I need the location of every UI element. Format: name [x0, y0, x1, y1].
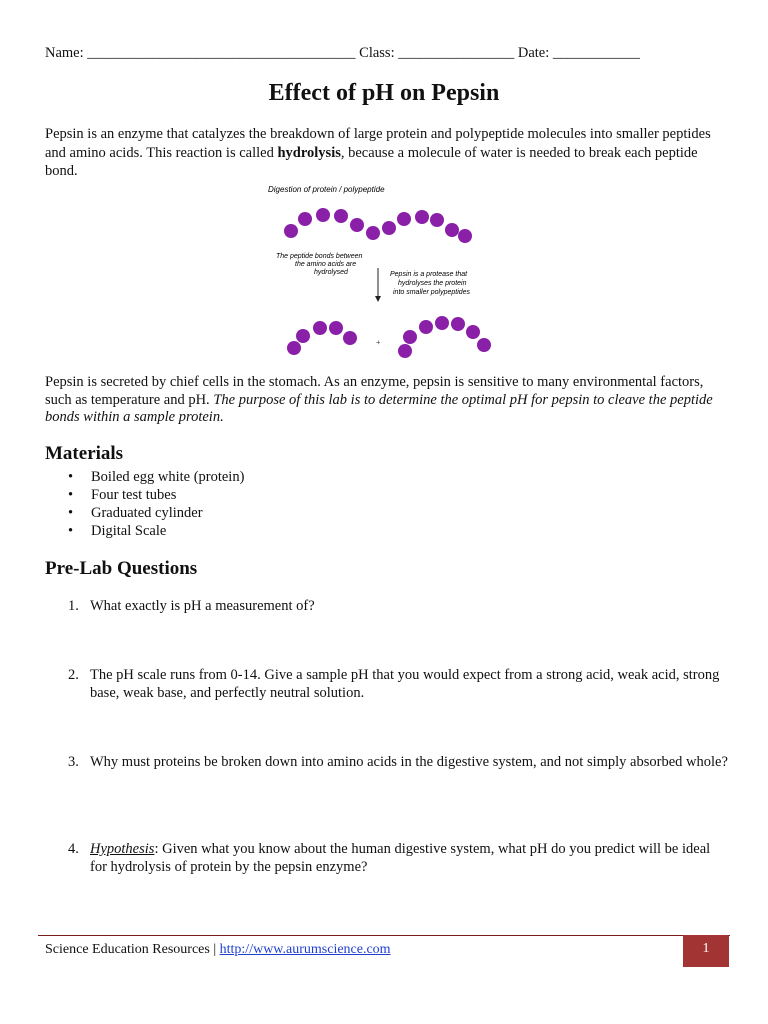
bullet: •: [68, 469, 74, 485]
footer: [45, 942, 391, 958]
amino-acid-bead: [435, 316, 449, 330]
amino-acid-bead: [398, 344, 412, 358]
amino-acid-bead: [397, 212, 411, 226]
amino-acid-bead: [350, 218, 364, 232]
intact-polypeptide-chain: [284, 208, 472, 243]
left-note-line-1: The peptide bonds between: [276, 253, 363, 260]
plus-sign: +: [376, 338, 381, 347]
amino-acid-bead: [403, 330, 417, 344]
amino-acid-bead: [419, 320, 433, 334]
amino-acid-bead: [430, 213, 444, 227]
question-text: What exactly is pH a measurement of?: [90, 598, 315, 614]
page-title: Effect of pH on Pepsin: [268, 80, 500, 106]
date-field[interactable]: ____________: [552, 45, 640, 61]
class-label: Class:: [359, 45, 395, 61]
question-2: [68, 666, 728, 702]
question-4: [68, 840, 728, 876]
amino-acid-bead: [458, 229, 472, 243]
bullet: •: [68, 487, 74, 503]
materials-heading: Materials: [45, 443, 124, 464]
question-text: Why must proteins be broken down into amino acids in the digestive system, and not simply absorbed whole?: [90, 754, 728, 770]
materials-list: [68, 468, 244, 540]
student-info-line: [45, 45, 640, 62]
amino-acid-bead: [343, 331, 357, 345]
question-text: The pH scale runs from 0-14. Give a sample pH that you would expect from a strong acid, weak acid, strong base, weak base, and perfectly neutral solution.: [90, 667, 720, 701]
purpose-statement: The purpose of this lab is to determine the optimal pH for pepsin to cleave the peptide bonds within a sample protein.: [45, 391, 713, 425]
bullet: •: [68, 523, 74, 539]
question-number: 1.: [68, 598, 79, 614]
amino-acid-bead: [415, 210, 429, 224]
list-item: • Boiled egg white (protein): [68, 469, 245, 485]
class-field[interactable]: ________________: [398, 45, 515, 61]
question-3: [68, 753, 728, 771]
amino-acid-bead: [477, 338, 491, 352]
purpose-paragraph: [45, 374, 725, 427]
hydrolysis-term: hydrolysis: [277, 144, 341, 161]
left-note-line-2: the amino acids are: [295, 261, 357, 268]
left-note-line-3: hydrolysed: [314, 269, 348, 276]
date-label: Date:: [517, 45, 550, 61]
name-field[interactable]: _____________________________________: [87, 45, 356, 61]
amino-acid-bead: [296, 329, 310, 343]
amino-acid-bead: [313, 321, 327, 335]
amino-acid-bead: [287, 341, 301, 355]
amino-acid-bead: [382, 221, 396, 235]
amino-acid-bead: [366, 226, 380, 240]
polypeptide-fragment-left: [287, 321, 357, 355]
pepsin-digestion-diagram: [262, 182, 512, 362]
diagram-caption: Digestion of protein / polypeptide: [268, 185, 385, 194]
question-number: 4.: [68, 841, 79, 857]
right-note-line-3: into smaller polypeptides: [393, 289, 471, 296]
footer-link[interactable]: http://www.aurumscience.com: [219, 942, 391, 957]
question-number: 3.: [68, 754, 79, 770]
intro-paragraph: [45, 125, 725, 181]
down-arrow: [375, 268, 381, 302]
prelab-heading: Pre-Lab Questions: [45, 558, 198, 579]
amino-acid-bead: [445, 223, 459, 237]
list-item: • Four test tubes: [68, 487, 177, 503]
amino-acid-bead: [298, 212, 312, 226]
purpose-text: Pepsin is secreted by chief cells in the stomach. As an enzyme, pepsin is sensitive to many environmental factors, such as temperature and pH.: [45, 374, 704, 408]
amino-acid-bead: [466, 325, 480, 339]
amino-acid-bead: [334, 209, 348, 223]
footer-divider: [38, 935, 730, 936]
list-item: • Graduated cylinder: [68, 505, 203, 521]
amino-acid-bead: [316, 208, 330, 222]
amino-acid-bead: [329, 321, 343, 335]
intro-text-1: Pepsin is an enzyme that catalyzes the breakdown of large protein and polypeptide molecules into smaller peptides and amino acids. This reaction is called: [45, 126, 711, 161]
polypeptide-fragment-right: [398, 316, 491, 358]
hypothesis-label: Hypothesis: [90, 841, 155, 857]
amino-acid-bead: [284, 224, 298, 238]
bullet: •: [68, 505, 74, 521]
question-number: 2.: [68, 667, 79, 683]
name-label: Name:: [45, 45, 84, 61]
footer-text: Science Education Resources |: [45, 942, 220, 957]
question-text: Hypothesis: Given what you know about the human digestive system, what pH do you predict will be ideal for hydrolysis of protein by the pepsin enzyme?: [90, 841, 711, 875]
amino-acid-bead: [451, 317, 465, 331]
list-item: • Digital Scale: [68, 523, 167, 539]
right-note-line-1: Pepsin is a protease that: [390, 271, 468, 278]
intro-text-2: , because a molecule of water is needed to break each peptide bond.: [45, 144, 698, 179]
page-number-badge: 1: [683, 935, 729, 967]
right-note-line-2: hydrolyses the protein: [398, 280, 467, 287]
question-1: [68, 597, 728, 615]
